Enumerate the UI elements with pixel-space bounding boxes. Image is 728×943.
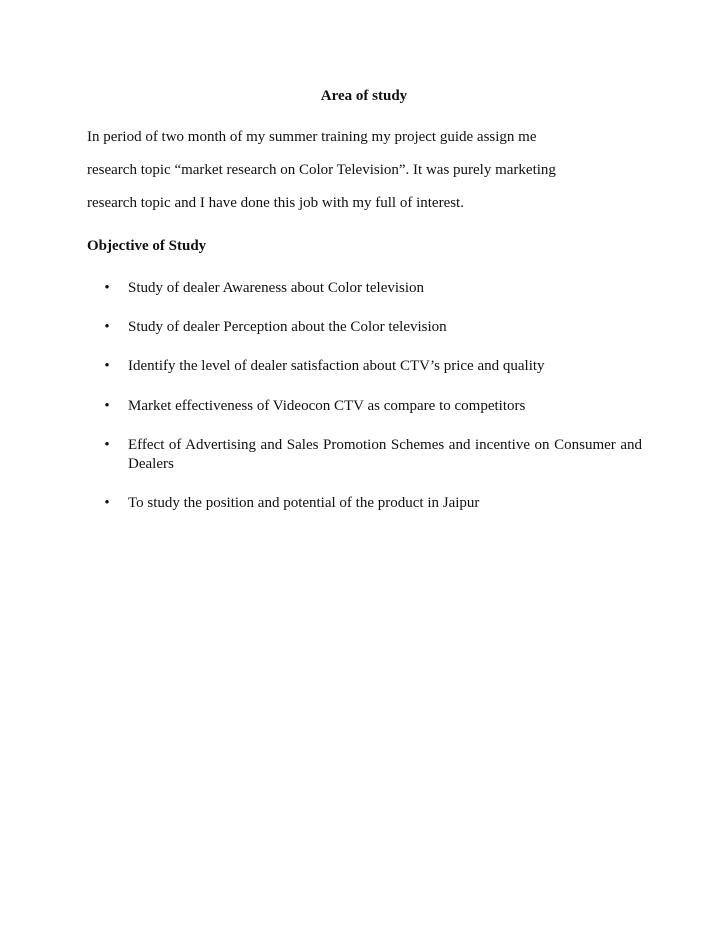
intro-line: In period of two month of my summer training my project guide assign me (87, 129, 537, 145)
page-title: Area of study (320, 88, 408, 104)
bullet-icon: • (104, 437, 110, 453)
objective-text: To study the position and potential of the product in Jaipur (128, 495, 480, 511)
objective-text: Identify the level of dealer satisfaction about CTV’s price and quality (128, 358, 545, 374)
objective-text: Effect of Advertising and Sales Promotion Schemes and incentive on Consumer and Dealers (128, 437, 642, 472)
intro-line: research topic and I have done this job with my full of interest. (87, 195, 464, 211)
bullet-icon: • (104, 280, 110, 296)
objective-text: Study of dealer Perception about the Color television (128, 319, 447, 335)
bullet-icon: • (104, 319, 110, 335)
objective-text: Market effectiveness of Videocon CTV as compare to competitors (128, 398, 526, 414)
bullet-icon: • (104, 398, 110, 414)
intro-line: research topic “market research on Color Television”. It was purely marketing (87, 162, 556, 178)
objective-text: Study of dealer Awareness about Color television (128, 280, 425, 296)
bullet-icon: • (104, 358, 110, 374)
intro-paragraph (87, 121, 647, 220)
bullet-icon: • (104, 495, 110, 511)
objective-heading: Objective of Study (87, 238, 207, 254)
